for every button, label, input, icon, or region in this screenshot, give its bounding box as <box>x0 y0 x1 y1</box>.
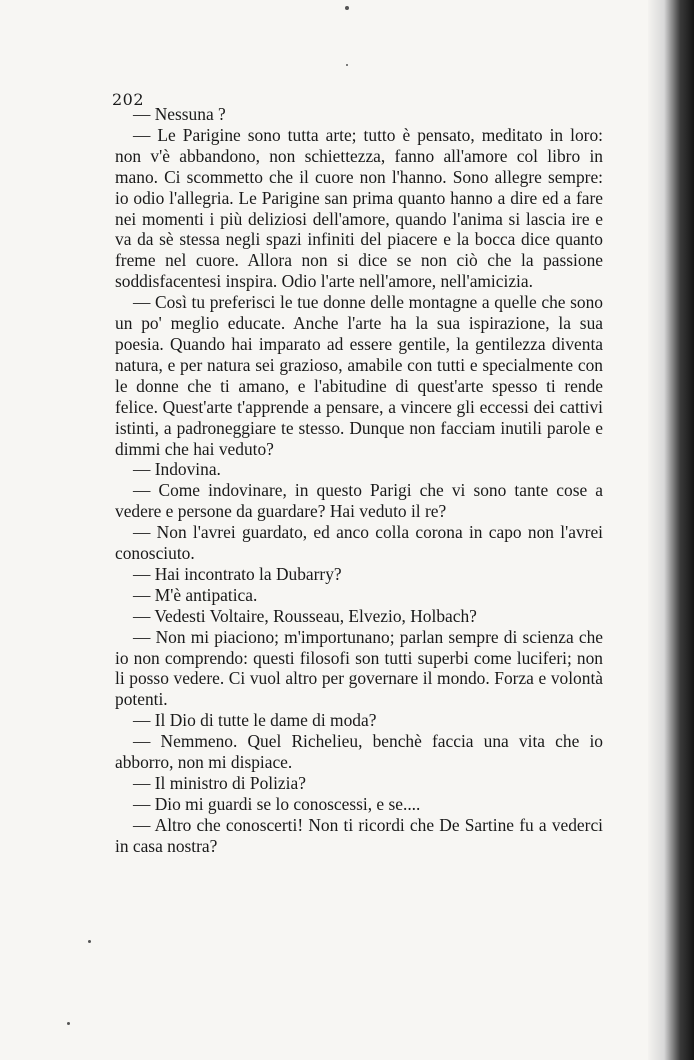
dialogue-line: — Il Dio di tutte le dame di moda? <box>133 710 377 731</box>
body-text <box>115 104 603 857</box>
dialogue-paragraph: — Non mi piaciono; m'importunano; parlan sempre di scienza che io non comprendo: questi filosofi son tutti superbi come luciferi; non li posso vedere. Ci vuol altro per governare il mondo. Forza e volontà potenti. <box>115 626 603 710</box>
paper-speck <box>88 940 91 943</box>
page-number: 202 <box>112 90 145 109</box>
dialogue-line: — M'è antipatica. <box>133 584 258 605</box>
dialogue-line: — Vedesti Voltaire, Rousseau, Elvezio, Holbach? <box>133 605 477 626</box>
dialogue-paragraph: — Altro che conoscerti! Non ti ricordi che De Sartine fu a vederci in casa nostra? <box>115 814 603 856</box>
dialogue-paragraph: — Come indovinare, in questo Parigi che vi sono tante cose a vedere e persone da guardare? Hai veduto il re? <box>115 480 603 522</box>
dialogue-line: — Dio mi guardi se lo conoscessi, e se.... <box>133 793 421 814</box>
paper-speck <box>346 64 348 66</box>
dialogue-line: — Hai incontrato la Dubarry? <box>133 563 342 584</box>
dialogue-paragraph: — Nemmeno. Quel Richelieu, benchè faccia una vita che io abborro, non mi dispiace. <box>115 731 603 773</box>
dialogue-paragraph: — Così tu preferisci le tue donne delle montagne a quelle che sono un po' meglio educate. Anche l'arte ha la sua ispirazione, la sua poesia. Quando hai imparato ad essere gentile, la gentilezza diventa natura, e per natura sei grazioso, amabile con tutti e specialmente con le donne che ti amano, e l'abitudine di quest'arte spesso ti rende felice. Quest'arte t'apprende a pensare, a vincere gli eccessi dei cattivi istinti, a padroneggiare te stesso. Dunque non facciam inutili parole e dimmi che hai veduto? <box>115 292 603 459</box>
dialogue-line: — Nessuna ? <box>133 104 226 124</box>
paper-speck <box>67 1022 70 1025</box>
book-binding-shadow <box>648 0 694 1060</box>
dialogue-line: — Indovina. <box>133 459 221 480</box>
dialogue-line: — Il ministro di Polizia? <box>133 773 306 793</box>
paper-speck <box>345 6 349 10</box>
dialogue-paragraph: — Non l'avrei guardato, ed anco colla corona in capo non l'avrei conosciuto. <box>115 522 603 564</box>
dialogue-paragraph: — Le Parigine sono tutta arte; tutto è pensato, meditato in loro: non v'è abbandono, non schiettezza, fanno all'amore col libro in mano. Ci scommetto che il cuore non l'hanno. Sono allegre sempre: io odio l'allegria. Le Parigine san prima quanto hanno a dire ed a fare nei momenti i più deliziosi dell'amore, quando l'anima si lascia ire e va da sè stessa negli spazi infiniti del piacere e la bocca dice quanto freme nel cuore. Allora non si dice se non ciò che la passione soddisfacentesi inspira. Odio l'arte nell'amore, nell'amicizia. <box>115 124 603 292</box>
